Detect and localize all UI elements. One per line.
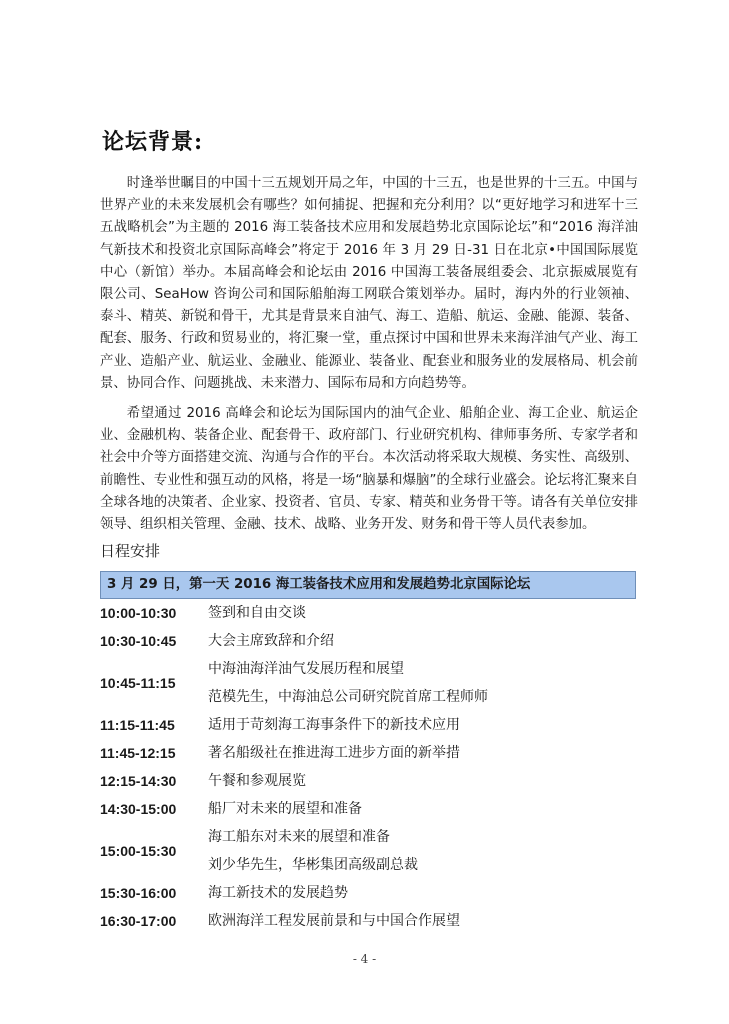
time-cell: 10:45-11:15 <box>100 675 176 691</box>
table-row <box>100 767 636 795</box>
table-row <box>100 795 636 823</box>
paragraph: 希望通过 2016 高峰会和论坛为国际国内的油气企业、船舶企业、海工企业、航运企业、金融机构、装备企业、配套骨干、政府部门、行业研究机构、律师事务所、专家学者和社会中介等方面搭建交流、沟通与合作的平台。本次活动将采取大规模、务实性、高级别、前瞻性、专业性和强互动的风格，将是一场“脑暴和爆脑”的全球行业盛会。论坛将汇聚来自全球各地的决策者、企业家、投资者、官员、专家、精英和业务骨干等。请各有关单位安排领导、组织相关管理、金融、技术、战略、业务开发、财务和骨干等人员代表参加。 <box>100 406 638 533</box>
session-cell <box>208 907 636 935</box>
table-row <box>100 879 636 907</box>
session-cell <box>208 879 636 907</box>
paragraph: 时逢举世瞩目的中国十三五规划开局之年，中国的十三五，也是世界的十三五。中国与世界产业的未来发展机会有哪些？如何捕捉、把握和充分利用？以“更好地学习和进军十三五战略机会”为主题的 2016 海工装备技术应用和发展趋势北京国际论坛”和“2016 海洋油气新技术和投资北京国际高峰会”将定于 2016 年 3 月 29 日-31 日在北京•中国国际展览中心（新馆）举办。本届高峰会和论坛由 2016 中国海工装备展组委会、北京振威展览有限公司、SeaHow 咨询公司和国际船舶海工网联合策划举办。届时，海内外的行业领袖、泰斗、精英、新锐和骨干，尤其是背景来自油气、海工、造船、航运、金融、能源、装备、配套、服务、行政和贸易业的，将汇聚一堂，重点探讨中国和世界未来海洋油气产业、海工产业、造船产业、航运业、金融业、能源业、装备业、配套业和服务业的发展格局、机会前景、协同合作、问题挑战、未来潜力、国际布局和方向趋势等。 <box>100 176 638 391</box>
session-title: 午餐和参观展览 <box>208 773 306 789</box>
session-cell <box>208 599 636 627</box>
time-cell: 11:15-11:45 <box>100 717 175 733</box>
table-row <box>100 599 636 627</box>
day-header: 3 月 29 日，第一天 2016 海工装备技术应用和发展趋势北京国际论坛 <box>100 571 636 599</box>
session-title: 大会主席致辞和介绍 <box>208 633 334 649</box>
session-cell <box>208 823 636 879</box>
page-number: - 4 - <box>352 952 377 966</box>
time-cell: 11:45-12:15 <box>100 745 176 761</box>
table-row <box>100 823 636 879</box>
session-speaker: 范模先生，中海油总公司研究院首席工程师师 <box>208 689 488 705</box>
session-cell <box>208 711 636 739</box>
time-cell: 10:00-10:30 <box>100 605 177 621</box>
session-cell <box>208 739 636 767</box>
session-cell <box>208 767 636 795</box>
agenda-rows <box>100 599 636 935</box>
time-cell: 15:00-15:30 <box>100 843 177 859</box>
schedule-label: 日程安排 <box>100 542 161 560</box>
time-cell: 10:30-10:45 <box>100 633 177 649</box>
session-title: 签到和自由交谈 <box>208 605 306 621</box>
table-row <box>100 655 636 711</box>
session-title: 船厂对未来的展望和准备 <box>208 801 362 817</box>
section-heading: 论坛背景: <box>102 129 204 155</box>
session-title: 著名船级社在推进海工进步方面的新举措 <box>208 745 460 761</box>
session-title: 适用于苛刻海工海事条件下的新技术应用 <box>208 717 460 733</box>
time-cell: 14:30-15:00 <box>100 801 177 817</box>
session-title: 海工新技术的发展趋势 <box>208 885 348 901</box>
table-row <box>100 627 636 655</box>
session-title: 欧洲海洋工程发展前景和与中国合作展望 <box>208 913 460 929</box>
background-text <box>100 173 638 536</box>
session-cell <box>208 795 636 823</box>
table-row <box>100 739 636 767</box>
session-cell <box>208 627 636 655</box>
time-cell: 15:30-16:00 <box>100 885 177 901</box>
time-cell: 16:30-17:00 <box>100 913 177 929</box>
schedule-table <box>100 571 636 935</box>
time-cell: 12:15-14:30 <box>100 773 177 789</box>
session-title: 中海油海洋油气发展历程和展望 <box>208 661 404 677</box>
table-row <box>100 907 636 935</box>
session-speaker: 刘少华先生，华彬集团高级副总裁 <box>208 857 418 873</box>
session-title: 海工船东对未来的展望和准备 <box>208 829 390 845</box>
table-row <box>100 711 636 739</box>
session-cell <box>208 655 636 711</box>
